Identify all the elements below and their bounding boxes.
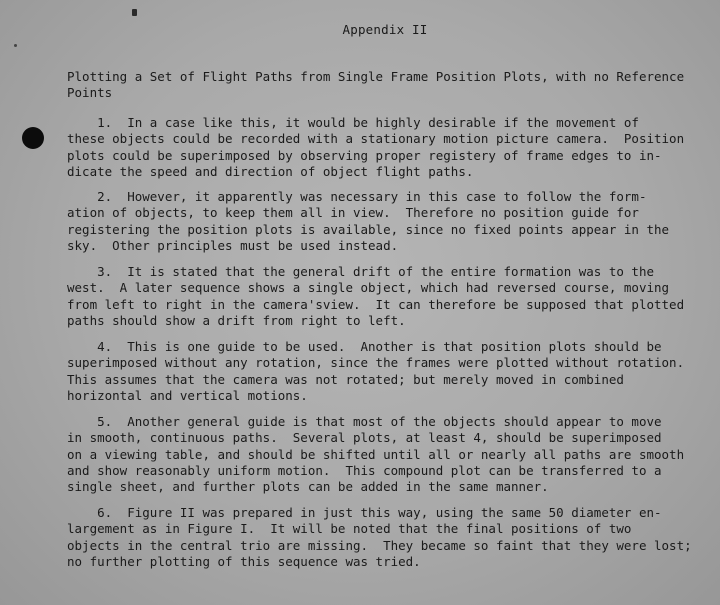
punch-hole	[22, 127, 44, 149]
appendix-title: Appendix II	[342, 22, 428, 37]
paragraph-1: 1. In a case like this, it would be highly desirable if the movement of these objects could be recorded with a stationary motion picture camera. Position plots could be superimposed by observing proper registery of frame edges to in- dicate the speed and direction of object flight paths.	[67, 115, 685, 179]
paragraph-6: 6. Figure II was prepared in just this way, using the same 50 diameter en- largement as in Figure I. It will be noted that the final positions of two objects in the central trio are missing. They became so faint that they were lost; no further plotting of this sequence was tried.	[67, 505, 692, 569]
paragraph-3: 3. It is stated that the general drift of the entire formation was to the west. A later sequence shows a single object, which had reversed course, moving from left to right in the camera'sview. It can therefore be supposed that plotted paths should show a drift from right to left.	[67, 264, 685, 328]
paragraph-4: 4. This is one guide to be used. Another is that position plots should be superimposed without any rotation, since the frames were plotted without rotation. This assumes that the camera was not rotated; but merely moved in combined horizontal and vertical motions.	[67, 339, 685, 403]
ink-mark	[132, 9, 137, 16]
paragraph-5: 5. Another general guide is that most of the objects should appear to move in smooth, continuous paths. Several plots, at least 4, should be superimposed on a viewing table, and should be shifted until all or nearly all paths are smooth and show reasonably uniform motion. This compound plot can be transferred to a single sheet, and further plots can be added in the same manner.	[67, 414, 685, 495]
paragraph-2: 2. However, it apparently was necessary in this case to follow the form- ation of objects, to keep them all in view. Therefore no position guide for registering the position plots is available, since no fixed points appear in the sky. Other principles must be used instead.	[67, 189, 670, 253]
ink-speck	[14, 44, 17, 47]
section-heading: Plotting a Set of Flight Paths from Single Frame Position Plots, with no Reference Points	[67, 69, 685, 100]
